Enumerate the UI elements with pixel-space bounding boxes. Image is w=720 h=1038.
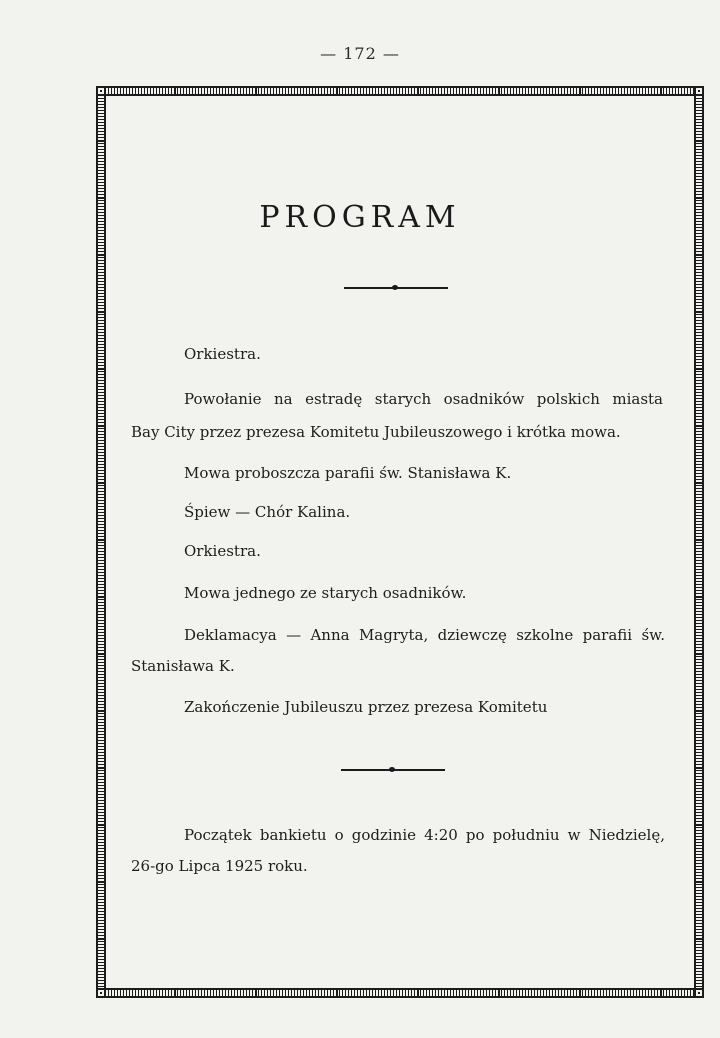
divider-dot-icon <box>389 767 395 772</box>
page-number: — 172 — <box>320 44 400 63</box>
program-item: Zakończenie Jubileuszu przez prezesa Komitetu <box>184 698 548 716</box>
program-item: Mowa proboszcza parafii św. Stanisława K. <box>184 464 512 482</box>
border-bottom <box>96 988 704 998</box>
divider-ornament <box>341 764 445 776</box>
border-corner-icon <box>96 86 106 96</box>
border-corner-icon <box>96 988 106 998</box>
program-item: Deklamacya — Anna Magryta, dziewczę szkolne parafii św. <box>184 626 665 644</box>
program-title: PROGRAM <box>259 200 461 235</box>
border-corner-icon <box>694 988 704 998</box>
divider-dot-icon <box>392 285 398 290</box>
border-top <box>96 86 704 96</box>
banquet-time-text: Początek bankietu o godzinie 4:20 po południu w Niedzielę, <box>184 826 665 844</box>
program-item: Powołanie na estradę starych osadników polskich miasta <box>184 390 663 408</box>
program-item-continuation: Stanisława K. <box>131 657 235 675</box>
program-item: Orkiestra. <box>184 542 261 560</box>
program-item-continuation: Bay City przez prezesa Komitetu Jubileuszowego i krótka mowa. <box>131 423 621 441</box>
program-item: Śpiew — Chór Kalina. <box>184 503 351 521</box>
program-item: Orkiestra. <box>184 345 261 363</box>
program-item: Mowa jednego ze starych osadników. <box>184 584 467 602</box>
divider-ornament <box>344 282 448 294</box>
border-corner-icon <box>694 86 704 96</box>
banquet-date-text: 26-go Lipca 1925 roku. <box>131 857 308 875</box>
